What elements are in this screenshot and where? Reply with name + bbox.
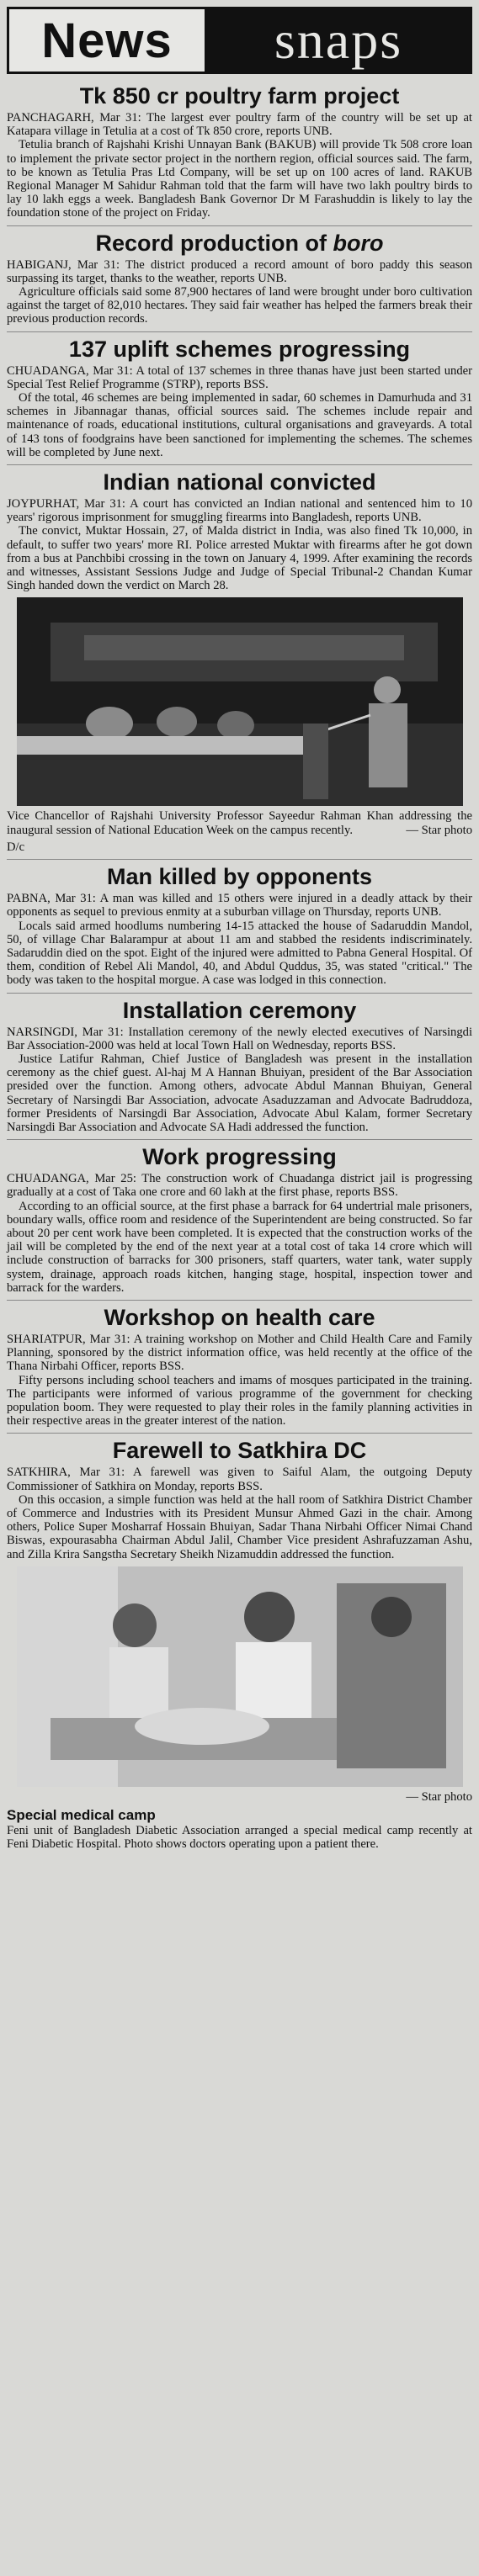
- story-paragraph: NARSINGDI, Mar 31: Installation ceremony of the newly elected executives of Narsingdi Bar Association-2000 was held at local Town Hall on Wednesday, reports BSS.: [7, 1025, 472, 1052]
- story-paragraph: CHUADANGA, Mar 25: The construction work of Chuadanga district jail is progressing gradually at a cost of Taka one crore and 60 lakh at the first phase, reports BSS.: [7, 1172, 472, 1200]
- masthead-snaps: snaps: [205, 9, 470, 72]
- photo-credit: — Star photo: [406, 823, 472, 837]
- headline: Farewell to Satkhira DC: [7, 1433, 472, 1464]
- story-poultry-farm: [7, 82, 472, 220]
- story-paragraph: Of the total, 46 schemes are being implemented in sadar, 60 schemes in Damurhuda and 31 schemes in Jibannagar thanas, official sources said. The schemes include repair and maintenance of roads, educational institutions, cultural organisations and graveyards. A total of 143 tons of foodgrains have been sanctioned for implementing the schemes. The schemes will be completed by June next.: [7, 391, 472, 459]
- story-paragraph: According to an official source, at the first phase a barrack for 64 undertrial male prisoners, boundary walls, office room and residence of the Superintendent are being constructed. So far about 20 per cent work have been completed. It is expected that the construction works of the jail will be completed by the end of the next year at a total cost of taka 14 crore which will include construction of barracks for 300 prisoners, staff quarters, water tank, water supply system, drainage, approach roads kitchen, hanging stage, hospital, inspection tower and barrack for the warders.: [7, 1199, 472, 1295]
- story-paragraph: CHUADANGA, Mar 31: A total of 137 schemes in three thanas have just been started under Special Test Relief Programme (STRP), reports BSS.: [7, 363, 472, 391]
- story-farewell-dc: [7, 1433, 472, 1851]
- story-paragraph: Tetulia branch of Rajshahi Krishi Unnayan Bank (BAKUB) will provide Tk 508 crore loan to implement the private sector project in the northern region, official sources said. The farm, to be known as Tetulia Pras Ltd Company, will be set up on 100 acres of land. RAKUB Regional Manager M Sahidur Rahman told that the farm will have two lakh poultry birds to lay 10 lakh eggs a week. Bangladesh Bank Governor Dr M Farashuddin is likely to lay the foundation stone of the project on Friday.: [7, 138, 472, 220]
- story-work-progressing: [7, 1139, 472, 1295]
- caption-text: Vice Chancellor of Rajshahi University Professor Sayeedur Rahman Khan addressing the inaugural session of National Education Week on the campus recently.: [7, 809, 472, 837]
- headline: Work progressing: [7, 1139, 472, 1170]
- headline: 137 uplift schemes progressing: [7, 331, 472, 363]
- story-paragraph: SATKHIRA, Mar 31: A farewell was given to Saiful Alam, the outgoing Deputy Commissioner of Satkhira on Monday, reports BSS.: [7, 1466, 472, 1493]
- story-paragraph: On this occasion, a simple function was held at the hall room of Satkhira District Chamber of Commerce and Industries with its President Munsur Ahmed Gazi in the chair. Among others, Police Super Mosharraf Hossain Bhuiyan, Sadar Thana Nirbahi Officer Nimai Chand Biswas, expourasabha Chairman Abdul Jalil, Chamber Vice president Ashrafuzzaman Ashu, and Zilla Krira Sangstha Secretary Sheikh Nizamuddin addressed the function.: [7, 1492, 472, 1561]
- news-page: [7, 0, 472, 1851]
- headline-text: Record production of: [95, 230, 333, 256]
- headline: Workshop on health care: [7, 1300, 472, 1331]
- headline-italic: boro: [333, 230, 384, 256]
- story-paragraph: Justice Latifur Rahman, Chief Justice of Bangladesh was present in the installation ceremony as the chief guest. Al-haj M A Hannan Bhuiyan, president of the Bar Association presided over the function. Among others, advocate Abdul Mannan Bhuiyan, General Secretary of Narsingdi Bar Association, advocate Asaduzzaman and Advocate Badruddoza, former Presidents of Narsingdi Bar Association, Advocate Abul Kalam, former Secretary Narsingdi Bar Association and Advocate SA Hadi addressed the function.: [7, 1052, 472, 1134]
- photo-vice-chancellor: [17, 597, 463, 806]
- story-installation-ceremony: [7, 993, 472, 1135]
- story-health-workshop: [7, 1300, 472, 1428]
- headline: Man killed by opponents: [7, 859, 472, 890]
- photo-medical-camp: [17, 1566, 463, 1787]
- headline: [7, 225, 472, 257]
- headline: Indian national convicted: [7, 464, 472, 496]
- story-uplift-schemes: [7, 331, 472, 459]
- story-paragraph: The convict, Muktar Hossain, 27, of Malda district in India, was also fined Tk 10,000, in default, to suffer two years' more RI. Police arrested Muktar with firearms after he got down from a bus at Panchbibi crossing in the town on January 4, 1999. After examining the records and witnesses, Assistant Sessions Judge and Judge of Special Tribunal-2 Chandan Kumar Singh handed down the verdict on March 28.: [7, 524, 472, 593]
- masthead: [7, 7, 472, 74]
- story-paragraph: Fifty persons including school teachers and imams of mosques participated in the training. The participants were informed of various programme of the government for checking population boom. They were requested to play their roles in the family planning activities in their respective areas in the greater interest of the nation.: [7, 1373, 472, 1428]
- story-paragraph: SHARIATPUR, Mar 31: A training workshop on Mother and Child Health Care and Family Planning, sponsored by the district information office, was held recently at the office of the Thana Nirbahi Officer, reports BSS.: [7, 1332, 472, 1374]
- headline: Tk 850 cr poultry farm project: [79, 83, 400, 109]
- photo-tag: D/c: [7, 840, 25, 854]
- photo-title: Special medical camp: [7, 1807, 156, 1824]
- story-paragraph: Locals said armed hoodlums numbering 14-15 attacked the house of Sadaruddin Mandol, 50, of village Char Balarampur at about 11 am and stabbed the residents indiscriminately. Sadaruddin died on the spot. Eight of the injured were admitted to Pabna General Hospital. Of them, condition of Rebel Ali Mandol, 40, and Abdul Quddus, 35, was stated "critical." The body was taken to the hospital morgue. A case was lodged in this connection.: [7, 919, 472, 988]
- story-indian-convicted: [7, 464, 472, 854]
- photo-image: [17, 597, 463, 806]
- story-paragraph: PANCHAGARH, Mar 31: The largest ever poultry farm of the country will be set up at Katapara village in Tetulia at a cost of Tk 850 crore, reports UNB.: [7, 111, 472, 139]
- photo-caption: [7, 809, 472, 836]
- story-boro-production: [7, 225, 472, 326]
- story-paragraph: HABIGANJ, Mar 31: The district produced a record amount of boro paddy this season surpassing its target, thanks to the weather, reports UNB.: [7, 257, 472, 285]
- story-paragraph: Agriculture officials said some 87,900 hectares of land were brought under boro cultivation against the target of 82,010 hectares. They said fair weather has helped the farmers break their previous production records.: [7, 285, 472, 326]
- photo-caption: Feni unit of Bangladesh Diabetic Association arranged a special medical camp recently at Feni Diabetic Hospital. Photo shows doctors operating upon a patient there.: [7, 1824, 472, 1852]
- headline: Installation ceremony: [7, 993, 472, 1024]
- photo-credit: — Star photo: [406, 1789, 472, 1804]
- story-paragraph: PABNA, Mar 31: A man was killed and 15 others were injured in a deadly attack by their opponents as sequel to previous enmity at a suburban village on Thursday, reports UNB.: [7, 892, 472, 920]
- photo-image: [17, 1566, 463, 1787]
- story-paragraph: JOYPURHAT, Mar 31: A court has convicted an Indian national and sentenced him to 10 years' rigorous imprisonment for smuggling firearms into Bangladesh, reports UNB.: [7, 497, 472, 525]
- masthead-news: News: [41, 13, 173, 68]
- story-man-killed: [7, 859, 472, 987]
